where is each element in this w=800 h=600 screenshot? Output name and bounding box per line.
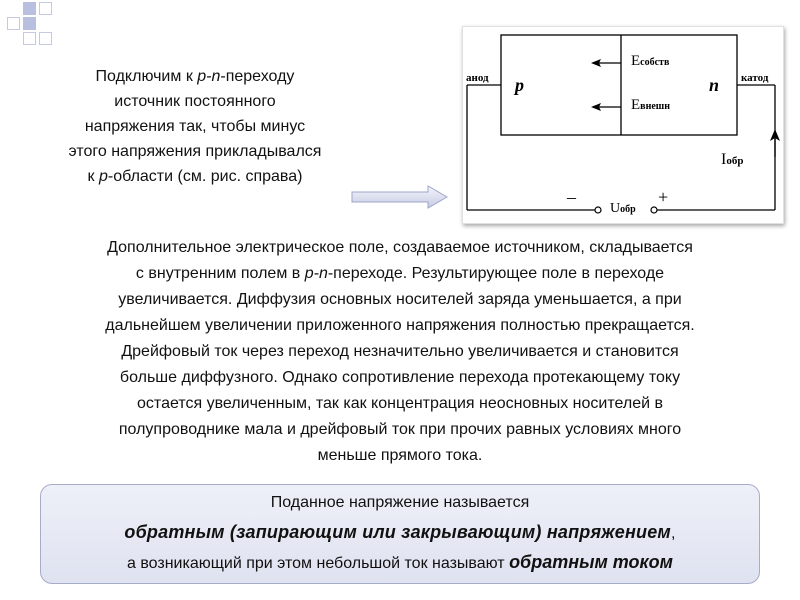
intro-line: этого напряжения прикладывался bbox=[68, 143, 322, 160]
callout-line-1: Поданное напряжение называется bbox=[270, 494, 530, 511]
intro-line: напряжения так, чтобы минус bbox=[84, 118, 306, 135]
intro-line: источник постоянного bbox=[114, 93, 276, 110]
intro-text bbox=[30, 64, 360, 189]
callout-line-2: обратным (запирающим или закрывающим) напряжением, bbox=[124, 522, 676, 542]
body-line: дальнейшем увеличении приложенного напряжения полностью прекращается. bbox=[105, 317, 695, 334]
u-reverse-label: Uобр bbox=[610, 201, 636, 216]
i-reverse-label: Iобр bbox=[721, 151, 744, 168]
decorative-squares bbox=[0, 0, 70, 45]
body-line: полупроводнике мала и дрейфовый ток при прочих равных условиях много bbox=[118, 421, 682, 438]
right-arrow-icon bbox=[350, 184, 450, 210]
body-line: увеличивается. Диффузия основных носителей заряда уменьшается, а при bbox=[118, 291, 682, 308]
pn-junction-figure bbox=[462, 26, 784, 224]
e-own-label: Eсобств bbox=[631, 53, 670, 69]
e-ext-label: Eвнешн bbox=[631, 97, 670, 113]
circuit-diagram bbox=[463, 27, 785, 225]
callout-line-3: а возникающий при этом небольшой ток называют обратным током bbox=[127, 552, 673, 572]
n-region-label: n bbox=[709, 75, 720, 95]
body-line: меньше прямого тока. bbox=[317, 447, 483, 464]
body-line: с внутренним полем в p-n-переходе. Результирующее поле в переходе bbox=[135, 265, 665, 282]
plus-sign: + bbox=[658, 187, 669, 207]
p-region-label: p bbox=[515, 75, 524, 95]
body-paragraph bbox=[20, 235, 780, 469]
intro-line: Подключим к p-n-переходу bbox=[95, 68, 295, 85]
cathode-label: катод bbox=[741, 72, 769, 84]
body-line: Дрейфовый ток через переход незначительно увеличивается и становится bbox=[121, 343, 679, 360]
body-line: Дополнительное электрическое поле, создаваемое источником, складывается bbox=[107, 239, 693, 256]
definition-callout bbox=[40, 484, 760, 584]
body-line: больше диффузного. Однако сопротивление перехода протекающему току bbox=[119, 369, 681, 386]
anode-label: анод bbox=[466, 72, 489, 84]
minus-sign: – bbox=[567, 187, 576, 207]
intro-line: к p-области (см. рис. справа) bbox=[87, 168, 303, 185]
body-line: остается увеличенным, так как концентрация неосновных носителей в bbox=[137, 395, 663, 412]
